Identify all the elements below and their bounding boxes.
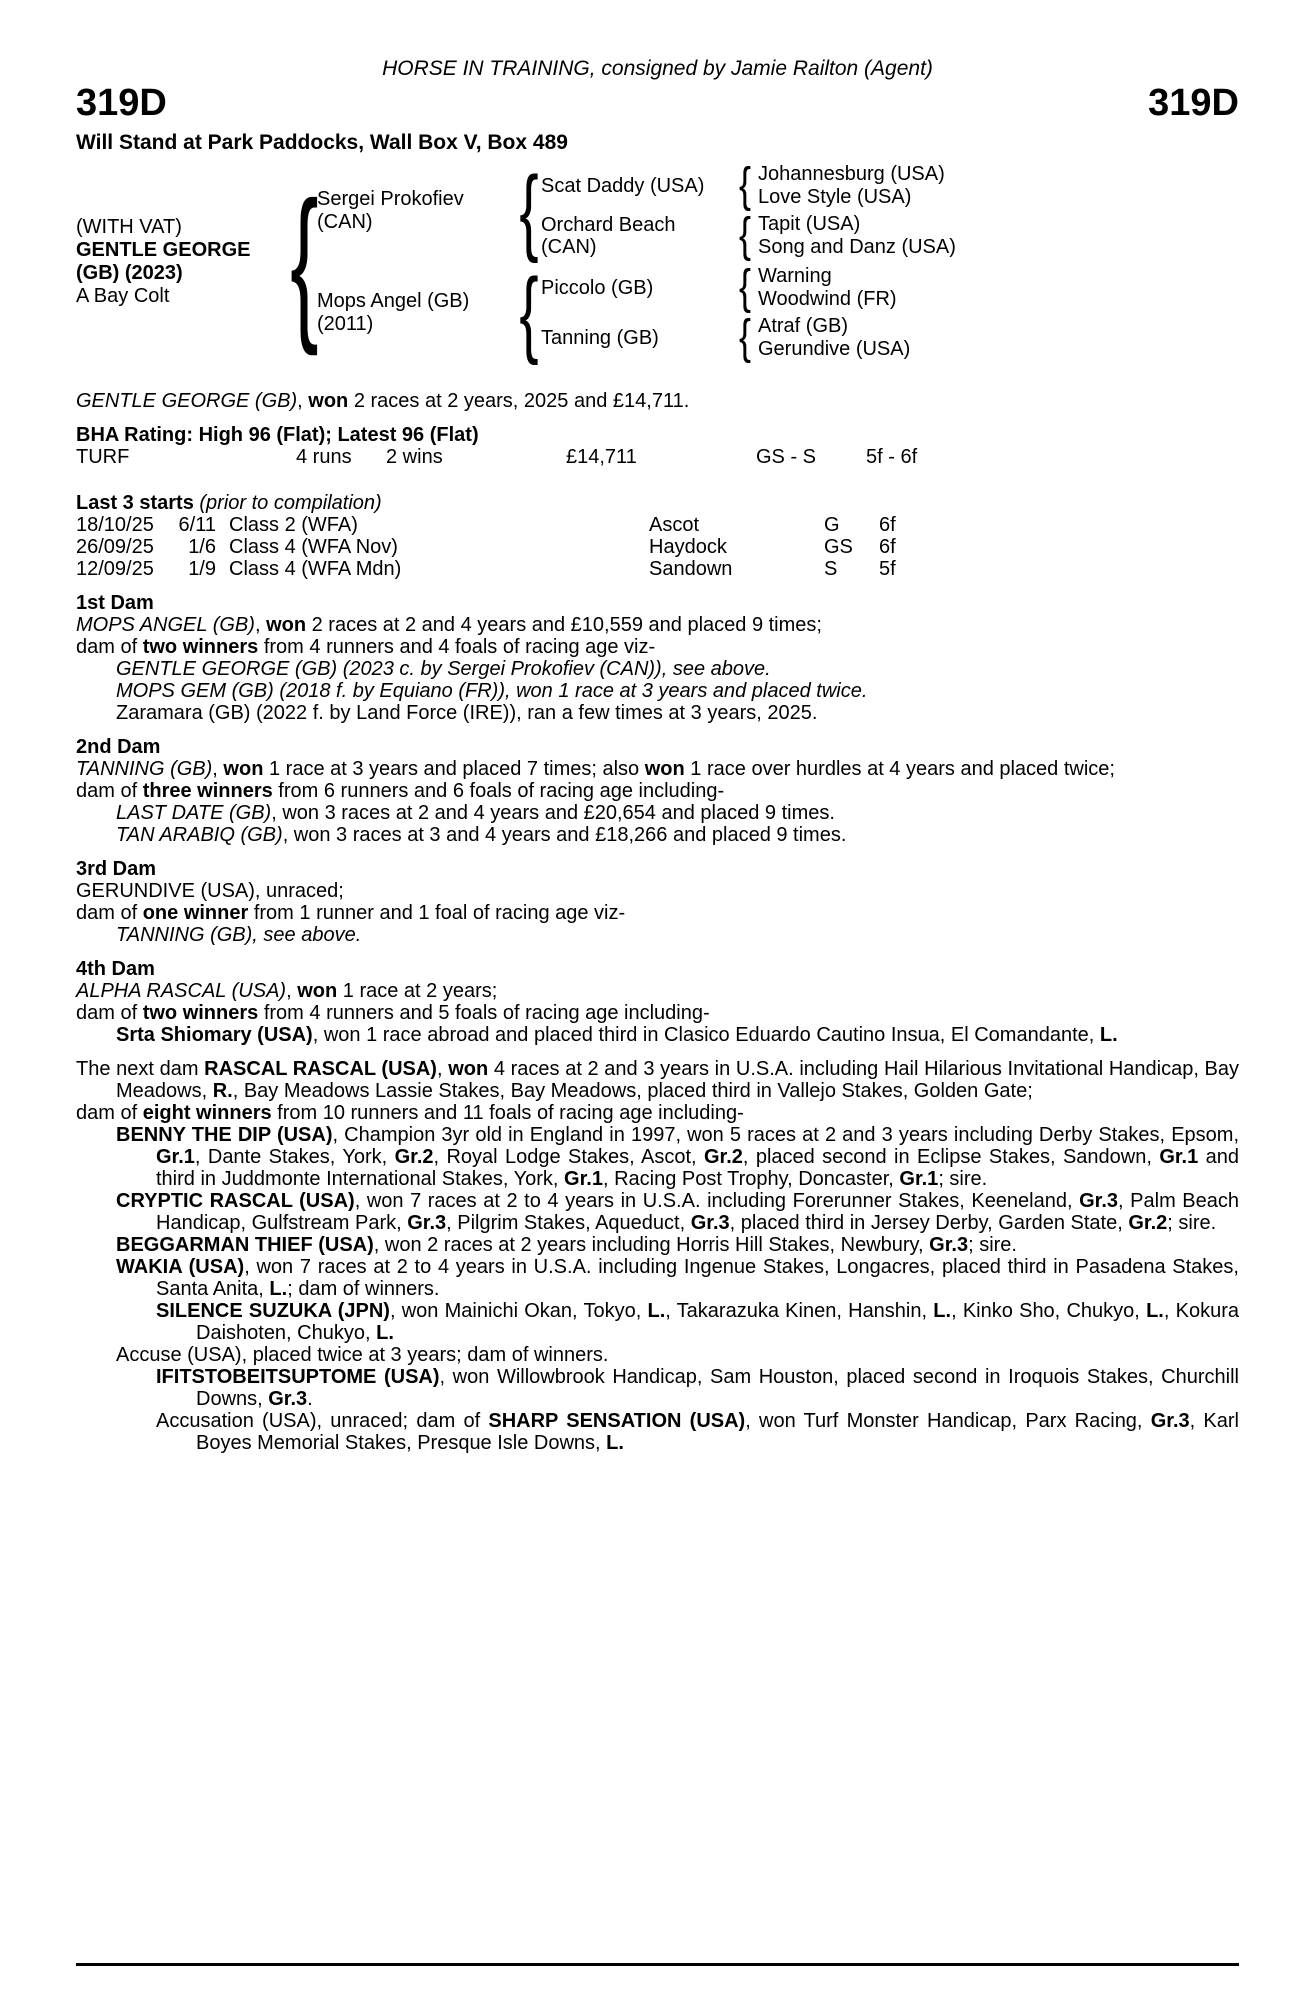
section-2nd-dam	[76, 736, 1239, 846]
dam-name: Mops Angel (GB)	[317, 290, 470, 312]
text-run: SILENCE SUZUKA (JPN)	[156, 1300, 390, 1322]
race-summary	[76, 390, 1239, 412]
text-run: won	[297, 980, 338, 1002]
text-run: ALPHA RASCAL (USA)	[76, 980, 287, 1002]
start-position: 1/6	[188, 536, 216, 558]
text-run: dam of	[76, 636, 143, 658]
turf-record-row	[76, 446, 1239, 468]
grandparent-row	[541, 209, 956, 262]
text-run: GENTLE GEORGE (GB) (2023 c. by Sergei Prokofiev (CAN)), see above.	[116, 658, 771, 680]
text-run: R.	[212, 1080, 233, 1102]
text-run: one winner	[142, 902, 249, 924]
text-run: BEGGARMAN THIEF (USA)	[116, 1234, 374, 1256]
section-1st-dam	[76, 592, 1239, 724]
granddam-name: Tanning (GB)	[541, 327, 659, 349]
text-run: Gr.3	[690, 1212, 730, 1234]
consignor-line: HORSE IN TRAINING, consigned by Jamie Railton (Agent)	[382, 57, 933, 80]
text-run: 2 races at 2 years, 2025 and £14,711.	[348, 390, 690, 412]
great-grandparent-pair	[758, 214, 956, 258]
section-heading: 1st Dam	[76, 592, 154, 614]
text-run: TAN ARABIQ (GB)	[116, 824, 283, 846]
text-run: won	[266, 614, 307, 636]
dam-grandparents	[541, 261, 911, 364]
text-run: dam of	[76, 1002, 143, 1024]
produce-entry	[76, 1024, 1239, 1046]
great-grandparent-pair	[758, 164, 945, 208]
text-run: won	[223, 758, 264, 780]
text-run: and third in Juddmonte International Stakes, York,	[156, 1146, 1239, 1190]
grandparent-row	[541, 311, 911, 364]
text-run: Gr.3	[1150, 1410, 1190, 1432]
grandsire-name: Piccolo (GB)	[541, 277, 654, 299]
produce-entry	[76, 924, 1239, 946]
text-run: ; sire.	[968, 1234, 1017, 1256]
produce-entry	[76, 1256, 1239, 1300]
text-run: MOPS ANGEL (GB)	[76, 614, 255, 636]
text-run: ,	[286, 980, 298, 1002]
lot-number-row	[76, 82, 1239, 124]
text-run: GERUNDIVE (USA), unraced;	[76, 880, 344, 902]
horse-suffix: (GB) (2023)	[76, 262, 183, 284]
produce-entry	[76, 702, 1239, 724]
text-run: , Dante Stakes, York,	[194, 1146, 395, 1168]
great-granddam-name: Love Style (USA)	[758, 186, 912, 208]
text-run: Zaramara (GB) (2022 f. by Land Force (IRE)), ran a few times at 3 years, 2025.	[116, 702, 818, 724]
great-granddam-name: Song and Danz (USA)	[758, 236, 956, 258]
text-run: from 1 runner and 1 foal of racing age viz-	[248, 902, 626, 924]
grandparent-row	[541, 159, 956, 212]
dam-year: (2011)	[317, 313, 374, 335]
text-run: Accusation (USA), unraced; dam of	[156, 1410, 489, 1432]
stand-location: Will Stand at Park Paddocks, Wall Box V, Box 489	[76, 131, 568, 154]
text-run: WAKIA (USA)	[116, 1256, 245, 1278]
last-starts-block	[76, 492, 1239, 580]
text-run: ; sire.	[1167, 1212, 1217, 1234]
text-run: dam of	[76, 902, 143, 924]
produce-entry	[76, 1344, 1239, 1366]
text-run: , Palm Beach Handicap, Gulfstream Park,	[156, 1190, 1240, 1234]
text-run: dam of	[76, 780, 143, 802]
section-heading: 2nd Dam	[76, 736, 161, 758]
produce-summary	[76, 1002, 1239, 1024]
start-going: S	[824, 558, 838, 580]
produce-entry	[76, 1366, 1239, 1410]
produce-entry	[76, 1300, 1239, 1344]
produce-entry	[76, 802, 1239, 824]
text-run: 1 race at 2 years;	[337, 980, 498, 1002]
text-run: GENTLE GEORGE (GB)	[76, 390, 298, 412]
dam-record	[76, 980, 1239, 1002]
produce-entry	[76, 680, 1239, 702]
text-run: ,	[297, 390, 309, 412]
sire-brace-icon	[517, 157, 541, 264]
grandsire-name: Scat Daddy (USA)	[541, 175, 705, 197]
start-course: Sandown	[649, 558, 733, 580]
text-run: Gr.3	[929, 1234, 969, 1256]
text-run: SHARP SENSATION (USA)	[488, 1410, 746, 1432]
text-run: , won Turf Monster Handicap, Parx Racing,	[745, 1410, 1151, 1432]
text-run: L.	[1099, 1024, 1118, 1046]
sire-row	[317, 157, 956, 264]
text-run: , won 7 races at 2 to 4 years in U.S.A. including Ingenue Stakes, Longacres, placed third in Pasadena Stakes, Santa Anita,	[156, 1256, 1239, 1300]
text-run: Gr.3	[268, 1388, 308, 1410]
last-starts-title: Last 3 starts	[76, 492, 200, 514]
text-run: , Kinko Sho, Chukyo,	[951, 1300, 1147, 1322]
start-race: Class 4 (WFA Mdn)	[229, 558, 402, 580]
text-run: , won Willowbrook Handicap, Sam Houston, placed second in Iroquois Stakes, Churchill Downs,	[196, 1366, 1239, 1410]
wins-value: 2 wins	[386, 446, 443, 468]
text-run: CRYPTIC RASCAL (USA)	[116, 1190, 355, 1212]
start-distance: 5f	[879, 558, 896, 580]
text-run: , won 3 races at 3 and 4 years and £18,266 and placed 9 times.	[282, 824, 847, 846]
text-run: won	[644, 758, 685, 780]
lot-number-right: 319D	[1148, 82, 1239, 124]
text-run: MOPS GEM (GB) (2018 f. by Equiano (FR)), won 1 race at 3 years and placed twice.	[116, 680, 868, 702]
produce-entry	[76, 1190, 1239, 1234]
brace-glyph: {	[738, 209, 752, 262]
text-run: L.	[933, 1300, 952, 1322]
start-race: Class 4 (WFA Nov)	[229, 536, 398, 558]
horse-name: GENTLE GEORGE	[76, 239, 251, 261]
earnings-value: £14,711	[566, 446, 637, 468]
great-grandsire-name: Johannesburg (USA)	[758, 163, 945, 185]
text-run: from 4 runners and 4 foals of racing age viz-	[258, 636, 656, 658]
text-run: from 10 runners and 11 foals of racing age including-	[271, 1102, 744, 1124]
brace-glyph: {	[738, 311, 752, 364]
great-grandsire-name: Warning	[758, 265, 832, 287]
start-distance: 6f	[879, 514, 896, 536]
pedigree-identity	[76, 216, 291, 308]
text-run: ,	[212, 758, 224, 780]
sire-name: Sergei Prokofiev (CAN)	[317, 188, 464, 233]
horse-description: A Bay Colt	[76, 285, 170, 307]
dam-record	[76, 614, 1239, 636]
start-course: Ascot	[649, 514, 700, 536]
start-date: 26/09/25	[76, 536, 154, 558]
great-granddam-name: Woodwind (FR)	[758, 288, 897, 310]
dam-record	[76, 1058, 1239, 1102]
pair-brace-icon	[736, 311, 754, 364]
text-run: 2 races at 2 and 4 years and £10,559 and placed 9 times;	[306, 614, 822, 636]
pair-brace-icon	[736, 209, 754, 262]
text-run: , Royal Lodge Stakes, Ascot,	[433, 1146, 704, 1168]
great-grandparent-pair	[758, 316, 910, 360]
granddam-name: Orchard Beach (CAN)	[541, 214, 676, 258]
going-range: GS - S	[756, 446, 817, 468]
text-run: two winners	[142, 636, 259, 658]
pedigree-parents	[317, 157, 956, 366]
text-run: , placed second in Eclipse Stakes, Sandown,	[742, 1146, 1160, 1168]
section-3rd-dam	[76, 858, 1239, 946]
start-position: 1/9	[188, 558, 216, 580]
start-distance: 6f	[879, 536, 896, 558]
produce-entry	[76, 824, 1239, 846]
text-run: The next dam	[76, 1058, 205, 1080]
text-run: L.	[647, 1300, 666, 1322]
pair-brace-icon	[736, 261, 754, 314]
text-run: ,	[436, 1058, 449, 1080]
text-run: ; dam of winners.	[287, 1278, 440, 1300]
text-run: Gr.3	[407, 1212, 447, 1234]
text-run: Gr.3	[1079, 1190, 1119, 1212]
last-starts-subtitle: (prior to compilation)	[199, 492, 382, 514]
dam-record	[76, 758, 1239, 780]
section-next-dam	[76, 1058, 1239, 1454]
surface-label: TURF	[76, 446, 130, 468]
text-run: , Racing Post Trophy, Doncaster,	[602, 1168, 900, 1190]
text-run: TANNING (GB)	[116, 924, 253, 946]
section-4th-dam	[76, 958, 1239, 1046]
text-run: 1 race at 3 years and placed 7 times; also	[263, 758, 645, 780]
produce-entry	[76, 658, 1239, 680]
start-date: 12/09/25	[76, 558, 154, 580]
distance-range: 5f - 6f	[866, 446, 918, 468]
pair-brace-icon	[736, 159, 754, 212]
text-run: Gr.2	[703, 1146, 743, 1168]
text-run: from 4 runners and 5 foals of racing age including-	[258, 1002, 710, 1024]
text-run: IFITSTOBEITSUPTOME (USA)	[156, 1366, 440, 1388]
text-run: Gr.2	[394, 1146, 434, 1168]
produce-entry	[76, 1124, 1239, 1190]
brace-glyph: {	[519, 157, 539, 264]
bha-rating: BHA Rating: High 96 (Flat); Latest 96 (Flat)	[76, 424, 479, 446]
text-run: , Pilgrim Stakes, Aqueduct,	[446, 1212, 691, 1234]
vat-note: (WITH VAT)	[76, 216, 182, 238]
text-run: Gr.1	[156, 1146, 195, 1168]
sire-grandparents	[541, 159, 956, 262]
great-granddam-name: Gerundive (USA)	[758, 338, 911, 360]
text-run: , won 7 races at 2 to 4 years in U.S.A. including Forerunner Stakes, Keeneland,	[354, 1190, 1080, 1212]
text-run: RASCAL RASCAL (USA)	[204, 1058, 437, 1080]
runs-value: 4 runs	[296, 446, 352, 468]
text-run: ; sire.	[938, 1168, 988, 1190]
text-run: L.	[1146, 1300, 1164, 1322]
text-run: Gr.2	[1128, 1212, 1168, 1234]
text-run: Gr.1	[1159, 1146, 1199, 1168]
text-run: , Karl Boyes Memorial Stakes, Presque Isle Downs,	[196, 1410, 1239, 1454]
start-race: Class 2 (WFA)	[229, 514, 358, 536]
start-position: 6/11	[178, 514, 216, 536]
brace-glyph: {	[738, 159, 752, 212]
text-run: , Takarazuka Kinen, Hanshin,	[665, 1300, 934, 1322]
text-run: Accuse (USA), placed twice at 3 years; dam of winners.	[116, 1344, 609, 1366]
text-run: from 6 runners and 6 foals of racing age including-	[272, 780, 725, 802]
text-run: three winners	[142, 780, 273, 802]
page-bottom-rule	[76, 1963, 1239, 1966]
produce-summary	[76, 902, 1239, 924]
text-run: BENNY THE DIP (USA)	[116, 1124, 333, 1146]
start-row	[76, 514, 1239, 536]
start-row	[76, 536, 1239, 558]
lot-number-left: 319D	[76, 82, 167, 124]
text-run: .	[307, 1388, 313, 1410]
dam-name-block	[317, 290, 517, 336]
text-run: TANNING (GB)	[76, 758, 213, 780]
brace-glyph: {	[519, 259, 539, 366]
text-run: , won Mainichi Okan, Tokyo,	[389, 1300, 648, 1322]
text-run: won	[448, 1058, 489, 1080]
text-run: 1 race over hurdles at 4 years and placed twice;	[684, 758, 1115, 780]
grandparent-row	[541, 261, 910, 314]
text-run: , see above.	[252, 924, 362, 946]
start-date: 18/10/25	[76, 514, 154, 536]
text-run: ,	[254, 614, 267, 636]
start-going: GS	[824, 536, 853, 558]
text-run: , placed third in Jersey Derby, Garden State,	[729, 1212, 1129, 1234]
great-grandsire-name: Tapit (USA)	[758, 213, 861, 235]
text-run: L.	[606, 1432, 624, 1454]
great-grandsire-name: Atraf (GB)	[758, 315, 849, 337]
text-run: LAST DATE (GB)	[116, 802, 272, 824]
text-run: , Bay Meadows Lassie Stakes, Bay Meadows, placed third in Vallejo Stakes, Golden Gate;	[232, 1080, 1033, 1102]
produce-summary	[76, 1102, 1239, 1124]
dam-row	[317, 259, 956, 366]
text-run: Gr.1	[564, 1168, 603, 1190]
text-run: , Kokura Daishoten, Chukyo,	[196, 1300, 1239, 1344]
section-heading: 3rd Dam	[76, 858, 157, 880]
start-going: G	[824, 514, 840, 536]
text-run: , won 2 races at 2 years including Horris Hill Stakes, Newbury,	[373, 1234, 930, 1256]
dam-record	[76, 880, 1239, 902]
last-starts-header	[76, 492, 1239, 514]
produce-entry	[76, 1410, 1239, 1454]
text-run: won	[308, 390, 349, 412]
section-heading: 4th Dam	[76, 958, 155, 980]
text-run: 4 races at 2 and 3 years in U.S.A. including Hail Hilarious Invitational Handicap, Bay Meadows,	[116, 1058, 1239, 1102]
text-run: dam of	[76, 1102, 143, 1124]
text-run: , won 3 races at 2 and 4 years and £20,654 and placed 9 times.	[271, 802, 835, 824]
start-course: Haydock	[649, 536, 727, 558]
start-row	[76, 558, 1239, 580]
text-run: Srta Shiomary (USA)	[116, 1024, 313, 1046]
brace-glyph: {	[289, 167, 319, 357]
text-run: Gr.1	[899, 1168, 939, 1190]
text-run: , won 1 race abroad and placed third in Clasico Eduardo Cautino Insua, El Comandante,	[312, 1024, 1100, 1046]
text-run: eight winners	[142, 1102, 272, 1124]
pedigree-main-brace-icon	[291, 164, 317, 360]
great-grandparent-pair	[758, 266, 897, 310]
text-run: L.	[376, 1322, 394, 1344]
produce-summary	[76, 636, 1239, 658]
produce-summary	[76, 780, 1239, 802]
text-run: two winners	[142, 1002, 259, 1024]
dam-brace-icon	[517, 259, 541, 366]
text-run: L.	[269, 1278, 288, 1300]
brace-glyph: {	[738, 261, 752, 314]
produce-entry	[76, 1234, 1239, 1256]
text-run: , Champion 3yr old in England in 1997, won 5 races at 2 and 3 years including Derby Stakes, Epsom,	[332, 1124, 1239, 1146]
pedigree-table	[76, 157, 1239, 366]
